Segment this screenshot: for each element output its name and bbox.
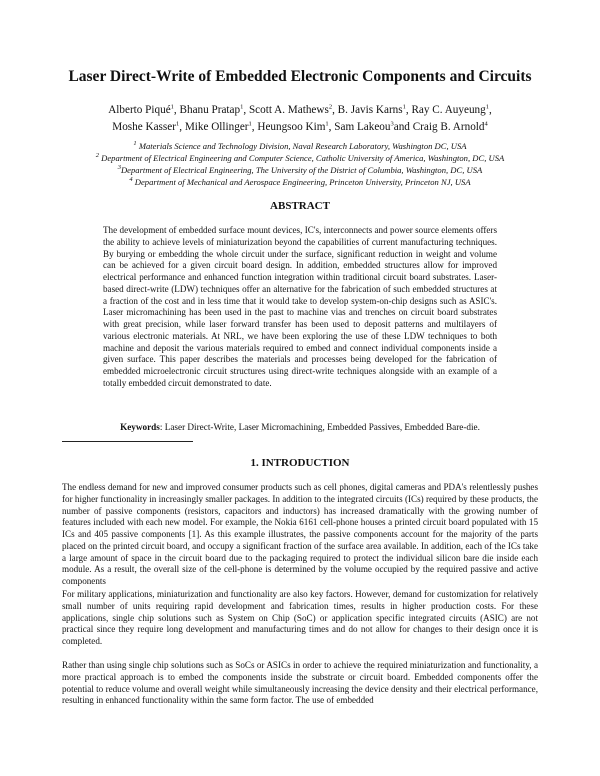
body-paragraph: Rather than using single chip solutions such as SoCs or ASICs in order to achieve the required miniaturization and functionality, a more practical approach is to embed the components inside the substrate or circuit board. Embedded components offer the potential to reduce volume and overall weight while simultaneously increasing the device density and their electrical performance, resulting in enhanced functionality within the same form factor. The use of embedded xyxy=(62,660,538,706)
keywords-list: : Laser Direct-Write, Laser Micromachining, Embedded Passives, Embedded Bare-die. xyxy=(159,422,480,432)
author: Bhanu Pratap$^1$, xyxy=(179,103,249,116)
author: Sam Lakeou$^3$ xyxy=(334,120,394,133)
footnote-rule xyxy=(62,441,193,442)
body-paragraph: For military applications, miniaturization and functionality are also key factors. However, demand for customization for relatively small number of units requiring rapid development and fabrication times, results in higher production costs. For these applications, single chip solutions such as System on Chip (SoC) or application specific integrated circuits (ASIC) are not practical since they require long development and manufacturing times and do not allow for changes to their design once it is completed. xyxy=(62,589,538,646)
author: Alberto Piqué$^1$, xyxy=(108,103,180,116)
abstract-text: The development of embedded surface mount devices, IC's, interconnects and power source elements offers the ability to achieve levels of miniaturization beyond the capabilities of current manufacturing techniques. By burying or embedding the whole circuit under the surface, significant reduction in weight and volume can be achieved for a given circuit board design. In addition, embedded structures allow for improved electrical performance and enhanced function integration within traditional circuit board substrates. Laser-based direct-write (LDW) techniques offer an alternative for the fabrication of such embedded structures at a fraction of the cost and in less time that it would take to develop system-on-chip designs such as ASIC's. Laser micromachining has been used in the past to machine vias and trenches on circuit board substrates with great precision, while laser forward transfer has been used to deposit patterns and multilayers of various electronic materials. At NRL, we have been exploring the use of these LDW techniques to both machine and deposit the various materials required to embed and connect individual components inside a given surface. This paper describes the materials and processes being developed for the fabrication of embedded microelectronic circuit structures using direct-write techniques alongside with an example of a totally embedded circuit demonstrated to date. xyxy=(103,225,497,388)
affiliation: $^3$Department of Electrical Engineering, The University of the District of Columbia, Washington, DC, USA xyxy=(117,164,483,175)
author: Mike Ollinger$^1$, xyxy=(184,120,258,133)
paper-title: Laser Direct-Write of Embedded Electronic Components and Circuits xyxy=(68,68,532,85)
author: Moshe Kasser$^1$, xyxy=(112,120,185,133)
author: and Craig B. Arnold$^4$ xyxy=(393,120,488,133)
author: Scott A. Mathews$^2$, xyxy=(248,103,338,116)
keywords-label: Keywords xyxy=(120,422,160,432)
keywords xyxy=(0,422,600,432)
affiliation: $^2$ Department of Electrical Engineering and Computer Science, Catholic University of America, Washington, DC, USA xyxy=(95,152,505,163)
author: B. Javis Karns$^1$, xyxy=(337,103,412,116)
author-line-2 xyxy=(40,117,560,137)
affiliation: $^4$ Department of Mechanical and Aerospace Engineering, Princeton University, Princeton NJ, USA xyxy=(129,176,471,187)
author: Heungsoo Kim$^1$, xyxy=(257,120,335,133)
section-heading: 1. INTRODUCTION xyxy=(250,457,350,469)
abstract-heading: ABSTRACT xyxy=(270,200,330,212)
author: Ray C. Auyeung$^1$, xyxy=(411,103,492,116)
body-paragraph: The endless demand for new and improved consumer products such as cell phones, digital cameras and PDA's relentlessly pushes for higher functionality in increasingly smaller packages. In addition to the integrated circuits (ICs) required by these products, the number of passive components (resistors, capacitors and inductors) has increased dramatically with the growing number of features included with each new model. For example, the Nokia 6161 cell-phone houses a printed circuit board populated with 15 ICs and 405 passive components [1]. As this example illustrates, the passive components account for the majority of the parts placed on the printed circuit board, and occupy a significant fraction of the surface area available. In addition, each of the ICs take a large amount of space in the circuit board due to the packaging required to protect the individual silicon bare die inside each module. As a result, the overall size of the cell-phone is determined by the volume occupied by the required passive and active components xyxy=(62,482,538,586)
affiliation: $^1$ Materials Science and Technology Division, Naval Research Laboratory, Washington DC, USA xyxy=(133,140,467,151)
